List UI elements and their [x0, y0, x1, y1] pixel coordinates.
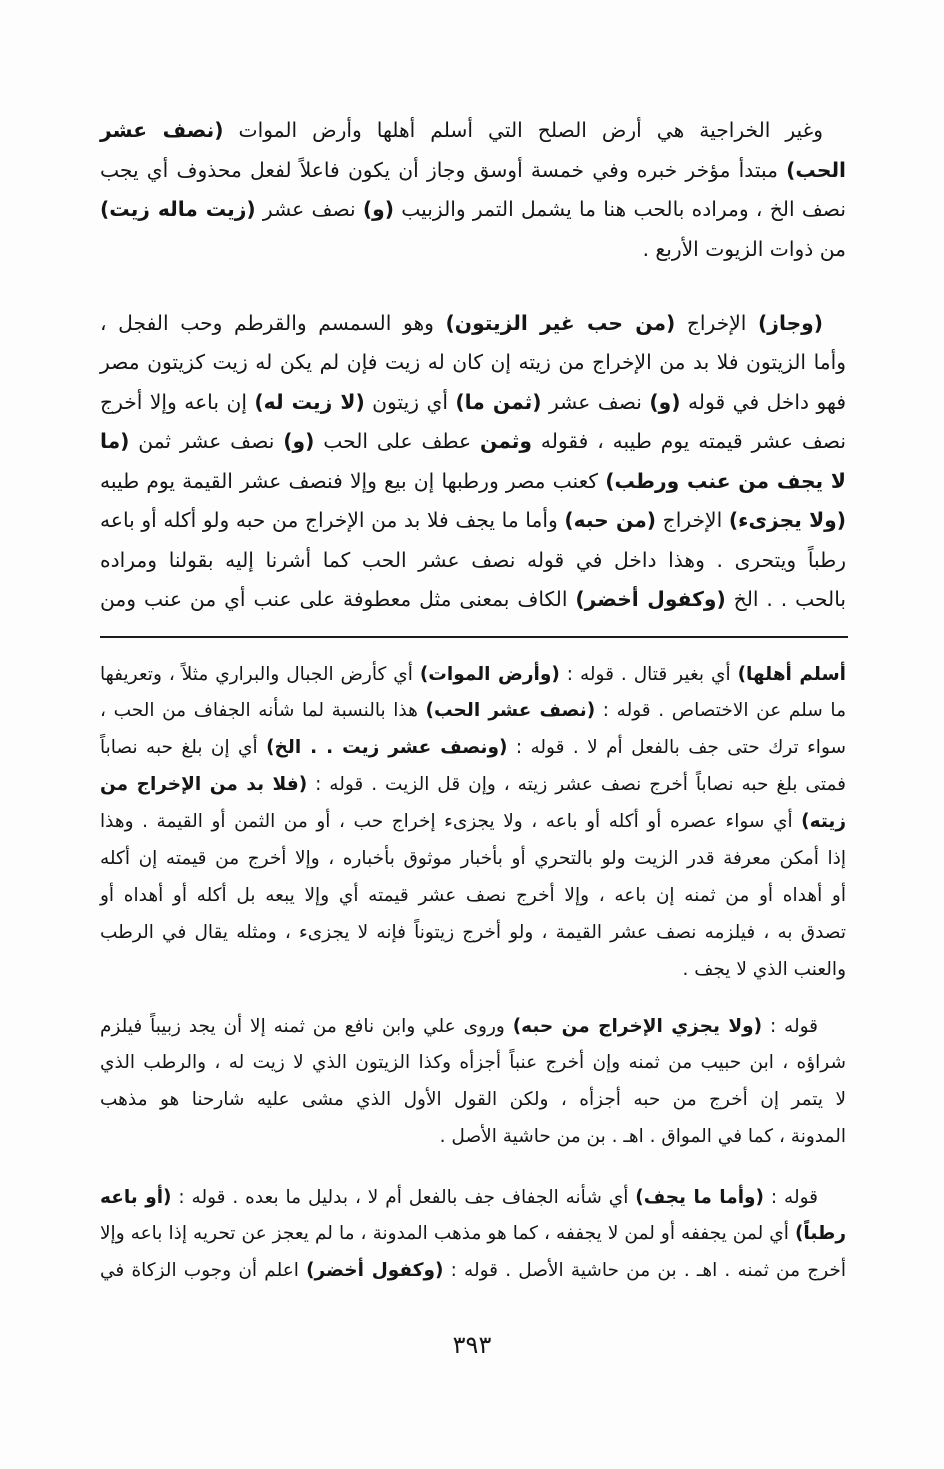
text-line — [100, 230, 846, 270]
footnote-text: أي كأرض الجبال والبراري مثلاً ، وتعريفها — [100, 663, 420, 685]
text-line — [100, 580, 846, 620]
commentary-text: كعنب مصر ورطبها إن بيع وإلا فنصف عشر القيمة يوم طيبه — [100, 468, 606, 493]
matn-quoted-text: (و) — [649, 389, 681, 414]
text-line — [100, 151, 846, 191]
footnote-line — [100, 1180, 846, 1217]
text-line — [100, 383, 846, 423]
matn-quoted-text: وثمن — [480, 429, 532, 453]
footnote-quoted-text: زيته) — [801, 811, 846, 833]
footnote-text: شراؤه ، ابن حبيب من ثمنه وإن أخرج عنباً أجزأه وكذا الزيتون الذي لا زيت له ، والرطب الذي — [100, 1052, 846, 1074]
footnote-line — [100, 952, 846, 989]
commentary-text: بالحب . . الخ — [725, 587, 847, 611]
main-paragraph — [100, 111, 846, 269]
footnote-line — [100, 841, 846, 878]
commentary-text: مبتدأ مؤخر خبره وفي خمسة أوسق وجاز أن يكون فاعلاً لفعل محذوف أي يجب — [100, 157, 787, 182]
footnote-line — [100, 1082, 846, 1119]
footnote-quoted-text: أسلم أهلها) — [737, 663, 846, 685]
footnote-quoted-text: (نصف عشر الحب) — [425, 700, 596, 722]
footnote-text: قوله : — [764, 1186, 818, 1208]
commentary-text: نصف عشر — [255, 197, 363, 221]
commentary-text: عطف على الحب — [314, 429, 480, 453]
footnote-text: لا يتمر إن أخرج من حبه أجزأه ، ولكن القول الأول الذي مشى عليه شارحنا هو مذهب — [100, 1089, 846, 1111]
footnote-text: هذا بالنسبة لما شأنه الجفاف من الحب ، — [100, 700, 426, 722]
footnote-quoted-text: (ولا يجزي الإخراج من حبه) — [512, 1015, 763, 1037]
text-line — [100, 501, 846, 541]
text-line — [100, 462, 846, 502]
footnote-text: أي لمن يجففه أو لمن لا يجففه ، كما هو مذهب المدونة ، ما لم يعجز عن تحريه إذا باعه وإلا — [100, 1223, 795, 1245]
matn-quoted-text: (و) — [362, 197, 395, 221]
text-line — [100, 304, 846, 344]
commentary-text: نصف عشر ثمن — [129, 429, 284, 453]
matn-quoted-text: (من حبه) — [564, 508, 657, 532]
footnote-paragraph — [100, 657, 846, 989]
commentary-text: وغير الخراجية هي أرض الصلح التي أسلم أهلها وأرض الموات — [223, 118, 823, 142]
commentary-text: من ذوات الزيوت الأربع . — [642, 236, 846, 261]
main-paragraph — [100, 304, 846, 620]
commentary-text: وهو السمسم والقرطم وحب الفجل ، — [100, 310, 446, 335]
footnote-text: اعلم أن وجوب الزكاة في — [100, 1260, 307, 1282]
text-line — [100, 190, 846, 230]
footnote-text: والعنب الذي لا يجف . — [682, 958, 846, 980]
text-line — [100, 541, 846, 581]
text-line — [100, 111, 846, 151]
footnote-line — [100, 1119, 846, 1156]
footnote-text: أي إن بلغ حبه نصاباً — [100, 737, 267, 759]
commentary-text: وأما ما يجف فلا بد من الإخراج من حبه ولو أكله أو باعه — [100, 508, 565, 532]
matn-quoted-text: (ما — [100, 429, 130, 453]
matn-quoted-text: (وكفول أخضر) — [575, 587, 726, 611]
footnote-text: أخرج من ثمنه . اهـ . بن من حاشية الأصل . قوله : — [443, 1260, 846, 1282]
matn-quoted-text: (نصف عشر — [100, 118, 224, 142]
commentary-text: الإخراج — [675, 310, 759, 335]
text-line — [100, 343, 846, 383]
commentary-text: نصف الخ ، ومراده بالحب هنا ما يشمل التمر والزبيب — [394, 197, 846, 221]
footnote-line — [100, 1253, 846, 1290]
matn-quoted-text: (من حب غير الزيتون) — [445, 310, 676, 335]
matn-quoted-text: (ثمن ما) — [455, 389, 542, 414]
footnote-line — [100, 1009, 846, 1046]
matn-quoted-text: (ولا يجزىء) — [728, 508, 847, 532]
footnote-text: تصدق به ، فيلزمه نصف عشر القيمة ، ولو أخرج زيتوناً فإنه لا يجزىء ، ومثله يقال في الرطب — [100, 921, 846, 943]
footnote-text: أي سواء عصره أو أكله أو باعه ، ولا يجزىء إخراج حب ، أو من الثمن أو القيمة . وهذا — [100, 811, 802, 833]
commentary-text: الكاف بمعنى مثل معطوفة على عنب أي من عنب ومن — [100, 587, 576, 611]
footnote-paragraph — [100, 1009, 846, 1157]
matn-quoted-text: (و) — [283, 429, 315, 453]
commentary-text: الإخراج — [656, 508, 729, 532]
footnote-line — [100, 915, 846, 952]
footnote-line — [100, 657, 846, 694]
footnote-text: المدونة ، كما في المواق . اهـ . بن من حاشية الأصل . — [439, 1126, 846, 1148]
footnote-line — [100, 693, 846, 730]
footnote-line — [100, 730, 846, 767]
commentary-text: وأما الزيتون فلا بد من الإخراج من زيته إن كان له زيت فإن لم يكن له زيت كزيتون مصر — [100, 350, 846, 374]
commentary-text: إن باعه وإلا أخرج — [100, 389, 255, 414]
footnote-quoted-text: (ونصف عشر زيت . . الخ) — [266, 737, 508, 759]
footnote-line — [100, 878, 846, 915]
footnote-line — [100, 1045, 846, 1082]
matn-quoted-text: لا يجف من عنب ورطب) — [605, 468, 846, 493]
footnote-line — [100, 767, 846, 804]
page-number: ٣٩٣ — [452, 1331, 492, 1359]
matn-quoted-text: (وجاز) — [758, 310, 823, 335]
text-line — [100, 422, 846, 462]
footnote-quoted-text: (أو باعه — [100, 1186, 172, 1208]
commentary-text: أي زيتون — [364, 389, 456, 414]
footnote-text: أي شأنه الجفاف جف بالفعل أم لا ، بدليل ما بعده . قوله : — [171, 1186, 636, 1208]
matn-quoted-text: الحب) — [786, 157, 846, 182]
footnote-text: أو أهداه أو من ثمنه إن باعه ، وإلا أخرج نصف عشر قيمته أي وإلا يبعه بل أكله أو أهداه أو — [100, 884, 846, 906]
footnote-line — [100, 804, 846, 841]
footnote-line — [100, 1216, 846, 1253]
footnote-text: سواء ترك حتى جف بالفعل أم لا . قوله : — [507, 737, 846, 759]
footnote-text: وروى علي وابن نافع من ثمنه إلا أن يجد زبيباً فيلزم — [100, 1015, 513, 1037]
footnote-separator — [100, 636, 848, 638]
commentary-text: رطباً ويتحرى . وهذا داخل في قوله نصف عشر الحب كما أشرنا إليه بقولنا ومراده — [100, 547, 846, 572]
footnote-quoted-text: (فلا بد من الإخراج من — [100, 774, 308, 796]
footnote-quoted-text: (وأرض الموات) — [419, 663, 560, 685]
footnote-text: ما سلم عن الاختصاص . قوله : — [595, 700, 846, 722]
footnote-quoted-text: (وأما ما يجف) — [635, 1186, 765, 1208]
footnote-text: فمتى بلغ حبه نصاباً أخرج نصف عشر زيته ، وإن قل الزيت . قوله : — [307, 774, 846, 796]
footnote-paragraph — [100, 1180, 846, 1291]
footnote-quoted-text: رطباً) — [794, 1223, 846, 1245]
matn-quoted-text: (زيت ماله زيت) — [100, 197, 256, 221]
matn-quoted-text: (لا زيت له) — [254, 389, 365, 414]
footnote-quoted-text: (وكفول أخضر) — [306, 1260, 444, 1282]
footnote-text: قوله : — [762, 1015, 819, 1037]
commentary-text: فهو داخل في قوله — [680, 389, 847, 414]
commentary-text: نصف عشر قيمته يوم طيبه ، فقوله — [532, 429, 846, 453]
footnote-text: إذا أمكن معرفة قدر الزيت ولو بالتحري أو بأخبار موثوق بأخباره ، وإلا أخرج من قيمته إن أكله — [100, 848, 846, 870]
footnote-text: أي بغير قتال . قوله : — [559, 663, 738, 685]
commentary-text: نصف عشر — [541, 389, 650, 414]
